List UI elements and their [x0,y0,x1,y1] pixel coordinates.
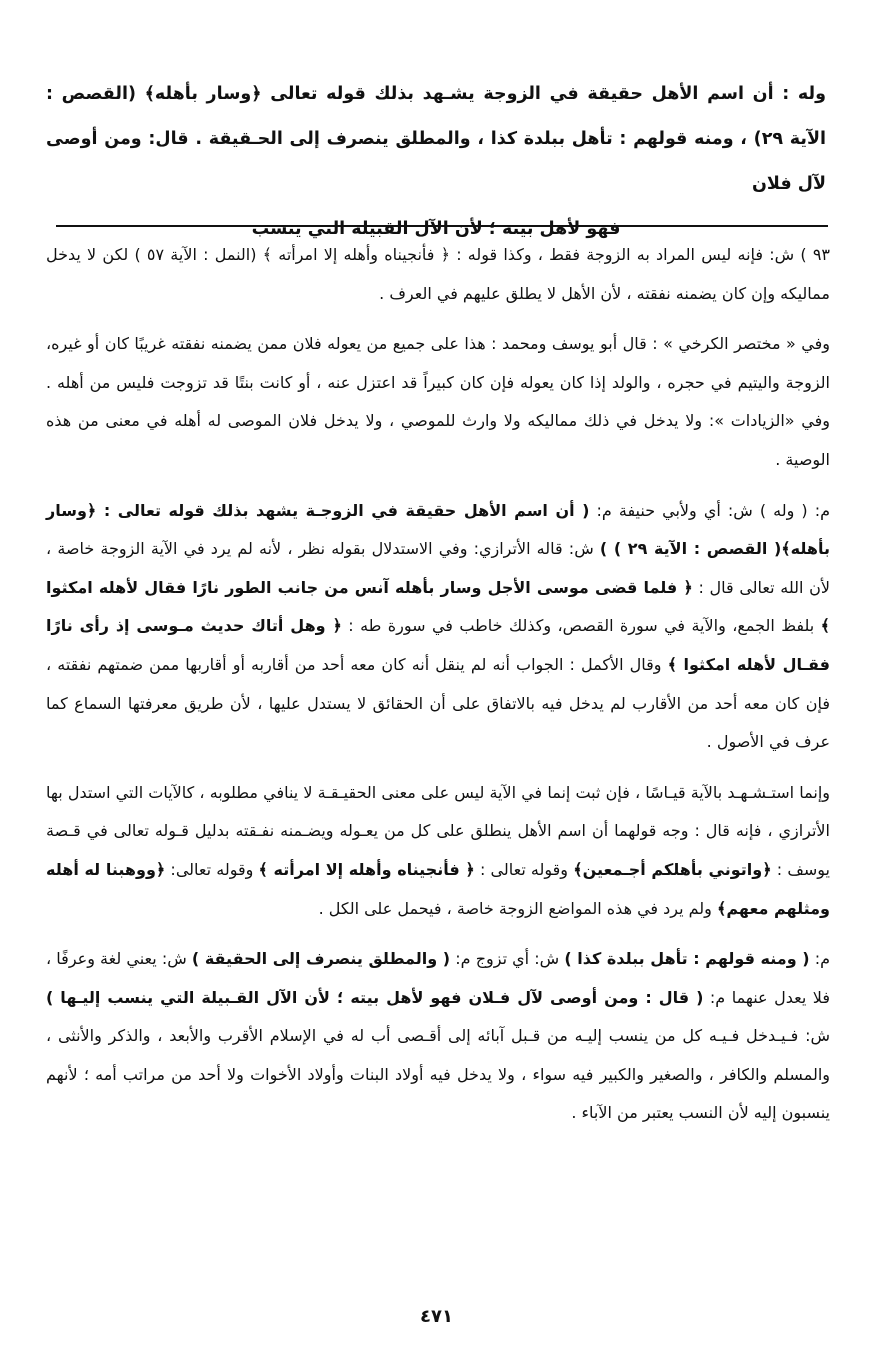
commentary-text-block [46,236,830,1145]
quran-verse: ﴿ووهبنا له أهله ومثلهم معهم﴾ [46,859,830,918]
quran-verse: ﴿ وهل أتاك حديث مـوسى إذ رأى نارًا فقـال لأهله امكثوا ﴾ [46,616,831,674]
commentary-text: م: ( وله ) ش: أي ولأبي حنيفة م: [589,500,830,520]
commentary-text: وقوله تعالى : [474,859,574,879]
commentary-text: ولم يرد في هذه المواضع الزوجة خاصة ، فيحمل على الكل . [318,898,717,918]
matn-paragraph-end: فهو لأهل بيته ؛ لأن الآل القبيلة التي ينسب [251,219,621,239]
commentary-text: م: [809,949,831,969]
commentary-paragraph [46,492,830,762]
quoted-matn: ( أن اسم الأهل حقيقة في الزوجـة يشهد بذلك قوله تعالى : ﴿وسار بأهله﴾( القصص : الآية ٢٩ ) ) [46,500,831,559]
commentary-paragraph [46,774,830,928]
matn-paragraph: وله : أن اسم الأهل حقيقة في الزوجة يشـهد بذلك قوله تعالى ﴿وسار بأهله﴾ (القصص : الآية ٢٩) ، ومنه قولهم : تأهل ببلدة كذا ، والمطلق ينصرف إلى الحـقيقة . قال: ومن أوصى لآل فلان [46,84,827,194]
commentary-text: ش: يعني لغة وعرفًا ، فلا يعدل عنهما م: [46,949,830,1007]
commentary-paragraph: وفي « مختصر الكرخي » : قال أبو يوسف ومحمد : هذا على جميع من يعوله فلان ممن يضمنه نفقته غريبًا كان أو غيره، الزوجة واليتيم في حجره ، والولد إذا كان يعوله فإن كان كبيراً قد اعتزل عنه ، أو كانت بنتًا قد تزوجت فليس من أهله . وفي «الزيادات »: ولا يدخل في ذلك مماليكه ولا وارث للموصي ، ولا يدخل فلان الموصى له أهله في معنى من هذه الوصية . [46,334,830,469]
quran-verse: ﴿ فلما قضى موسى الأجل وسار بأهله آنس من جانب الطور نارًا فقال لأهله امكثوا ﴾ [46,577,830,636]
quoted-matn: ( والمطلق ينصرف إلى الحقيقة ) [191,949,451,969]
commentary-text: ش: قاله الأترازي: وفي الاستدلال بقوله نظر ، لأنه لم يرد في الآية الزوجة خاصة ، لأن الله تعالى قال : [46,539,831,597]
commentary-paragraph: ٩٣ ) ش: فإنه ليس المراد به الزوجة فقط ، وكذا قوله : ﴿ فأنجيناه وأهله إلا امرأته ﴾ (النمل : الآية ٥٧ ) لكن لا يدخل مماليكه وإن كان يضمنه نفقته ، لأن الأهل لا يطلق عليهم في العرف . [46,245,830,303]
commentary-paragraph [46,940,830,1133]
separator-line [56,225,828,227]
quran-verse: ﴿ فأنجيناه وأهله إلا امرأته ﴾ [258,859,475,879]
commentary-text: وقال الأكمل : الجواب أنه لم ينقل أنه كان معه أحد من أقاربه أو أقاربها ممن ضمتهم نفقته ، فإن كان معه أحد من الأقارب لم يدخل فيه بالاتفاق على أن الحقائق لا يستدل عليها ، لأن طريق معرفتها السماع كما عرف في الأصول . [46,654,830,752]
quran-verse: ﴿واتوني بأهلكم أجـمعين﴾ [573,859,772,879]
quoted-matn: ( قال : ومن أوصى لآل فـلان فهو لأهل بيته ؛ لأن الآل القـبيلة التي ينسب إليـها ) [46,987,704,1007]
commentary-text: بلفظ الجمع، والآية في سورة القصص، وكذلك خاطب في سورة طه : [341,616,821,636]
commentary-text: وإنما استـشـهـد بالآية قيـاسًا ، فإن ثبت إنما في الآية ليس على معنى الحقيـقـة لا ينافي مطلوبه ، كالآيات التي استدل بها الأترازي ، فإنه قال : وجه قولهما أن اسم الأهل ينطلق على كل من يعـوله ويضـمنه نفـقته بدليل قـوله تعالى في قـصة يوسف : [46,782,831,879]
page-number: ٤٧١ [420,1306,453,1327]
commentary-text: ش: فـيـدخل فـيـه كل من ينسب إليـه من قـبل آبائه إلى أقـصى أب له في الإسلام الأقرب والأبعد ، والذكر والأنثى ، والمسلم والكافر ، والصغير والكبير فيه سواء ، ولا يدخل فيه أولاد البنات وأولاد الأخوات ولا أحد من مراتب أمه ؛ لأنهم ينسبون إليه لأن النسب يعتبر من الآباء . [46,1026,830,1123]
commentary-text: ش: أي تزوج م: [450,949,565,969]
commentary-text: وقوله تعالى: [165,859,259,879]
quoted-matn: ( ومنه قولهم : تأهل ببلدة كذا ) [564,949,810,969]
